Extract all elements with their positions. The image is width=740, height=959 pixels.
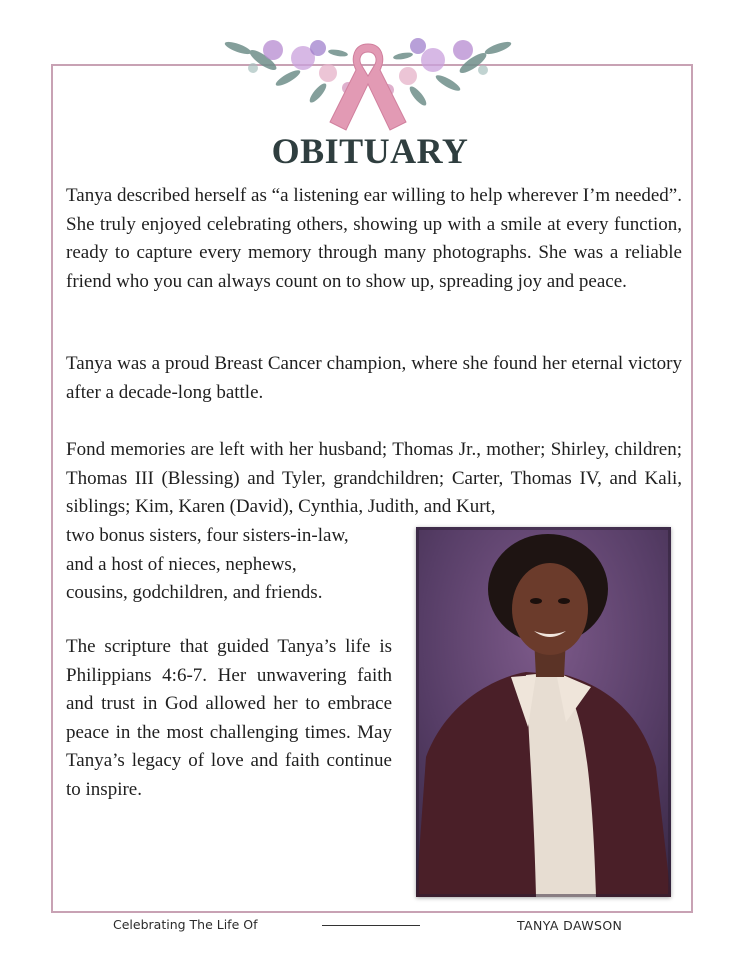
footer-divider [322, 925, 420, 926]
page-title: OBITUARY [271, 131, 469, 171]
paragraph-scripture: The scripture that guided Tanya’s life is Philippians 4:6-7. Her unwavering faith and trust in God allowed her to embrace peace in the most challenging times. May Tanya’s legacy of love and faith continue to inspire. [66, 636, 392, 800]
paragraph-family: Fond memories are left with her husband; Thomas Jr., mother; Shirley, children; Thomas III (Blessing) and Tyler, grandchildren; Carter, Thomas IV, and Kali, siblings; Kim, Karen (David), Cynthia, Judith, and Kurt, [66, 439, 682, 518]
portrait-photo [416, 527, 671, 897]
footer-caption: Celebrating The Life Of [113, 917, 258, 932]
paragraph-family-continued [66, 522, 406, 608]
paragraph-description: Tanya described herself as “a listening ear willing to help wherever I’m needed”. She truly enjoyed celebrating others, showing up with a smile at every function, ready to capture every memory through many photographs. She was a reliable friend who you can always count on to show up, spreading joy and peace. [66, 185, 682, 292]
paragraph-champion: Tanya was a proud Breast Cancer champion, where she found her eternal victory after a decade-long battle. [66, 353, 682, 403]
family-line: and a host of nieces, nephews, [66, 553, 297, 575]
family-line: two bonus sisters, four sisters-in-law, [66, 525, 349, 546]
pink-ribbon-floral-icon [218, 38, 518, 138]
footer-name: TANYA DAWSON [517, 918, 623, 933]
family-line: cousins, godchildren, and friends. [66, 582, 323, 604]
